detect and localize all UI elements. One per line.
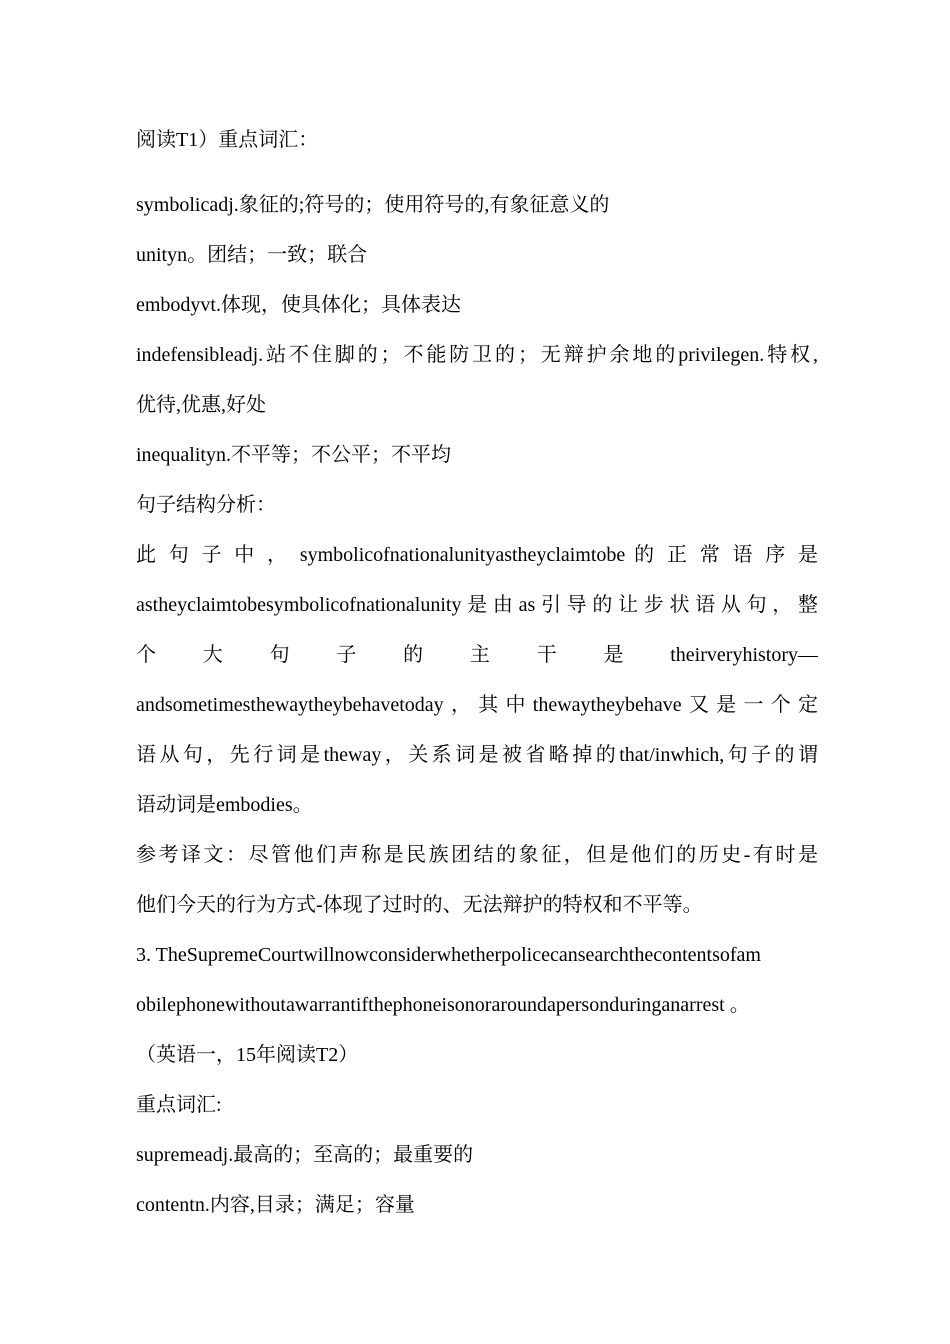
- analysis-line-1: 此 句 子 中 ， symbolicofnationalunityastheyclaimtobe 的 正 常 语 序 是: [136, 544, 818, 566]
- vocab-supreme: supremeadj.最高的；至高的；最重要的: [136, 1144, 474, 1166]
- analysis-line-6: 语动词是embodies。: [136, 794, 313, 816]
- sentence-3-line-1: 3. TheSupremeCourtwillnowconsiderwhetherpolicecansearchthecontentsofam: [136, 944, 761, 966]
- spread-char: 是: [603, 644, 624, 666]
- analysis-line-5: 语从句，先行词是theway，关系词是被省略掉的that/inwhich,句子的谓: [136, 744, 818, 766]
- sentence-3-source: （英语一，15年阅读T2）: [136, 1044, 359, 1066]
- vocab-unity: unityn。团结；一致；联合: [136, 244, 368, 266]
- spread-char: 子: [336, 644, 357, 666]
- analysis-line-3: [136, 630, 818, 680]
- spread-char: 句: [269, 644, 290, 666]
- spread-english: theirveryhistory—: [670, 644, 818, 666]
- spread-char: 的: [403, 644, 424, 666]
- vocab-content: contentn.内容,目录；满足；容量: [136, 1194, 415, 1216]
- vocab-indefensible: indefensibleadj.站不住脚的；不能防卫的；无辩护余地的privilegen.特权,: [136, 344, 818, 366]
- analysis-line-2: astheyclaimtobesymbolicofnationalunity是由as引导的让步状语从句，整: [136, 594, 818, 616]
- translation-line-1: 参考译文：尽管他们声称是民族团结的象征，但是他们的历史-有时是: [136, 844, 818, 866]
- vocab-heading-2: 重点词汇:: [136, 1094, 222, 1116]
- document-body: [136, 118, 818, 1230]
- analysis-line-4: andsometimesthewaytheybehavetoday，其中thewaytheybehave又是一个定: [136, 694, 818, 716]
- vocab-privilege-cont: 优待,优惠,好处: [136, 394, 266, 416]
- vocab-inequality: inequalityn.不平等；不公平；不平均: [136, 444, 451, 466]
- analysis-heading: 句子结构分析：: [136, 494, 276, 516]
- spread-char: 个: [136, 644, 156, 666]
- vocab-embody: embodyvt.体现，使具体化；具体表达: [136, 294, 461, 316]
- vocab-symbolic: symbolicadj.象征的;符号的；使用符号的,有象征意义的: [136, 194, 610, 216]
- translation-line-2: 他们今天的行为方式-体现了过时的、无法辩护的特权和不平等。: [136, 894, 703, 916]
- sentence-3-line-2: obilephonewithoutawarrantifthephoneisonoraroundapersonduringanarrest 。: [136, 994, 750, 1016]
- spread-char: 主: [469, 644, 490, 666]
- section-heading: 阅读T1）重点词汇：: [136, 129, 319, 151]
- spread-char: 大: [202, 644, 223, 666]
- spread-char: 干: [536, 644, 557, 666]
